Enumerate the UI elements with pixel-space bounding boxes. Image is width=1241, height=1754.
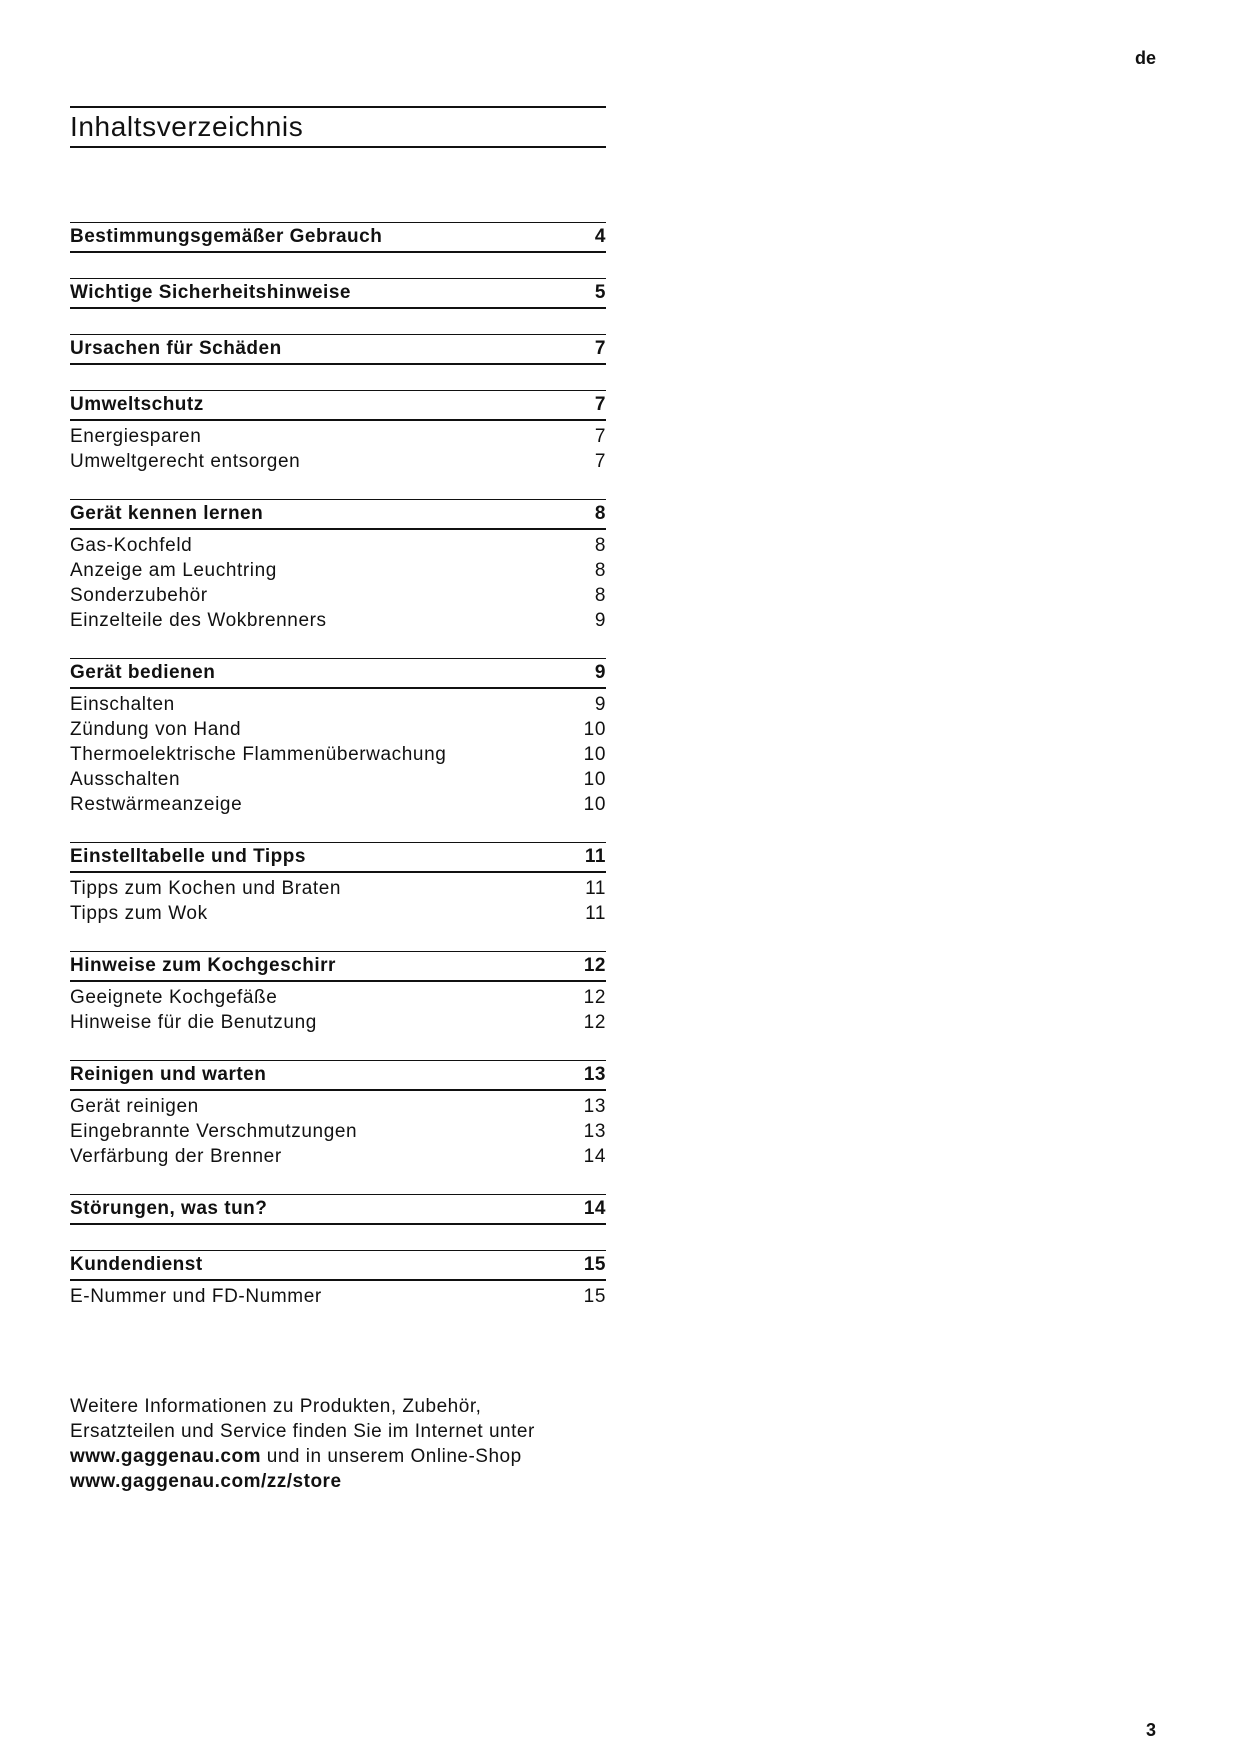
toc-entry-page: 13 [583,1096,606,1117]
toc-subentry-list [70,1091,606,1169]
toc-section-title: Bestimmungsgemäßer Gebrauch [70,226,383,247]
toc-entry[interactable] [70,558,606,583]
toc-entry[interactable] [70,792,606,817]
toc-section-page: 5 [594,282,606,303]
toc-entry-label: Sonderzubehör [70,585,208,606]
toc-section-heading[interactable] [70,499,606,530]
toc-entry[interactable] [70,583,606,608]
toc-entry-page: 8 [594,585,606,606]
toc-entry[interactable] [70,985,606,1010]
toc-entry-label: E-Nummer und FD-Nummer [70,1286,322,1307]
toc-section-heading[interactable] [70,278,606,309]
toc-entry-page: 15 [583,1286,606,1307]
toc-subentry-list [70,1281,606,1309]
toc-entry-label: Eingebrannte Verschmutzungen [70,1121,358,1142]
toc-section [70,951,606,1035]
toc-entry-label: Geeignete Kochgefäße [70,987,278,1008]
toc-entry-label: Thermoelektrische Flammenüberwachung [70,744,447,765]
online-shop-link[interactable]: www.gaggenau.com/zz/store [70,1471,342,1492]
toc-entry-page: 9 [594,694,606,715]
toc-section [70,1060,606,1169]
toc-section-page: 8 [594,503,606,524]
toc-entry[interactable] [70,533,606,558]
toc-entry[interactable] [70,424,606,449]
toc-entry-label: Ausschalten [70,769,181,790]
toc-entry-label: Einzelteile des Wokbrenners [70,610,327,631]
toc-section-heading[interactable] [70,222,606,253]
toc-entry-page: 11 [585,878,606,899]
toc-entry[interactable] [70,876,606,901]
toc-section-heading[interactable] [70,1194,606,1225]
toc-subentry-list [70,873,606,926]
toc-section [70,842,606,926]
toc-section-title: Gerät kennen lernen [70,503,264,524]
toc-entry-page: 9 [594,610,606,631]
toc-entry-label: Umweltgerecht entsorgen [70,451,301,472]
toc-section-heading[interactable] [70,1060,606,1091]
toc-section-heading[interactable] [70,842,606,873]
toc-section [70,222,606,253]
toc-section-page: 12 [583,955,606,976]
toc-entry[interactable] [70,692,606,717]
toc-entry[interactable] [70,608,606,633]
toc-section [70,1194,606,1225]
toc-entry-page: 12 [583,987,606,1008]
toc-subentry-list [70,982,606,1035]
toc-entry-label: Tipps zum Kochen und Braten [70,878,342,899]
toc-section-title: Wichtige Sicherheitshinweise [70,282,351,303]
toc-entry-label: Gas-Kochfeld [70,535,193,556]
toc-entry[interactable] [70,1284,606,1309]
toc-entry[interactable] [70,742,606,767]
toc-entry-label: Gerät reinigen [70,1096,199,1117]
page-heading [70,106,606,148]
toc-section-title: Ursachen für Schäden [70,338,282,359]
toc-entry-page: 13 [583,1121,606,1142]
toc-entry-label: Verfärbung der Brenner [70,1146,282,1167]
toc-entry-label: Anzeige am Leuchtring [70,560,277,581]
toc-entry-page: 11 [585,903,606,924]
info-line-2: Ersatzteilen und Service finden Sie im Internet unter [70,1421,535,1442]
toc-entry-label: Einschalten [70,694,175,715]
toc-section [70,278,606,309]
toc-section-page: 11 [584,846,606,867]
toc-section-page: 9 [594,662,606,683]
toc-section-heading[interactable] [70,334,606,365]
toc-entry-page: 10 [583,794,606,815]
toc-section-page: 4 [594,226,606,247]
toc-section [70,334,606,365]
toc-section-title: Kundendienst [70,1254,203,1275]
info-paragraph [70,1394,630,1494]
toc-entry-page: 10 [583,744,606,765]
toc-section-title: Hinweise zum Kochgeschirr [70,955,336,976]
toc-subentry-list [70,530,606,633]
toc-section-page: 14 [583,1198,606,1219]
page-number: 3 [1145,1720,1156,1740]
toc-entry-page: 14 [583,1146,606,1167]
toc-section-title: Reinigen und warten [70,1064,267,1085]
info-line-1: Weitere Informationen zu Produkten, Zubehör, [70,1396,482,1417]
toc-entry-page: 8 [594,535,606,556]
toc-entry[interactable] [70,717,606,742]
toc-section-title: Gerät bedienen [70,662,216,683]
toc-section-title: Störungen, was tun? [70,1198,268,1219]
toc-entry-label: Zündung von Hand [70,719,242,740]
table-of-contents [70,222,606,1334]
toc-entry-label: Energiesparen [70,426,202,447]
toc-section-page: 13 [583,1064,606,1085]
toc-section-heading[interactable] [70,390,606,421]
toc-entry-label: Hinweise für die Benutzung [70,1012,317,1033]
toc-section [70,1250,606,1309]
toc-section-title: Umweltschutz [70,394,204,415]
toc-entry-page: 12 [583,1012,606,1033]
toc-entry-label: Restwärmeanzeige [70,794,243,815]
toc-section-heading[interactable] [70,1250,606,1281]
toc-entry[interactable] [70,1144,606,1169]
toc-section-title: Einstelltabelle und Tipps [70,846,306,867]
toc-entry[interactable] [70,1010,606,1035]
toc-entry[interactable] [70,449,606,474]
toc-entry[interactable] [70,1119,606,1144]
toc-entry-page: 10 [583,719,606,740]
toc-entry-page: 7 [594,451,606,472]
info-line-3-text: und in unserem Online-Shop [261,1446,522,1467]
toc-section-page: 7 [594,394,606,415]
toc-entry[interactable] [70,901,606,926]
toc-entry-label: Tipps zum Wok [70,903,208,924]
toc-subentry-list [70,689,606,817]
toc-entry[interactable] [70,767,606,792]
toc-subentry-list [70,421,606,474]
toc-entry-page: 7 [594,426,606,447]
toc-section-page: 15 [583,1254,606,1275]
toc-section [70,499,606,633]
page-title: Inhaltsverzeichnis [70,111,304,142]
toc-entry[interactable] [70,1094,606,1119]
toc-section [70,390,606,474]
info-line-4 [70,1469,630,1494]
toc-section [70,658,606,817]
toc-section-page: 7 [594,338,606,359]
website-link[interactable]: www.gaggenau.com [70,1446,261,1467]
language-code: de [1134,48,1156,68]
info-line-3 [70,1444,630,1469]
toc-entry-page: 10 [583,769,606,790]
toc-entry-page: 8 [594,560,606,581]
toc-section-heading[interactable] [70,951,606,982]
toc-section-heading[interactable] [70,658,606,689]
